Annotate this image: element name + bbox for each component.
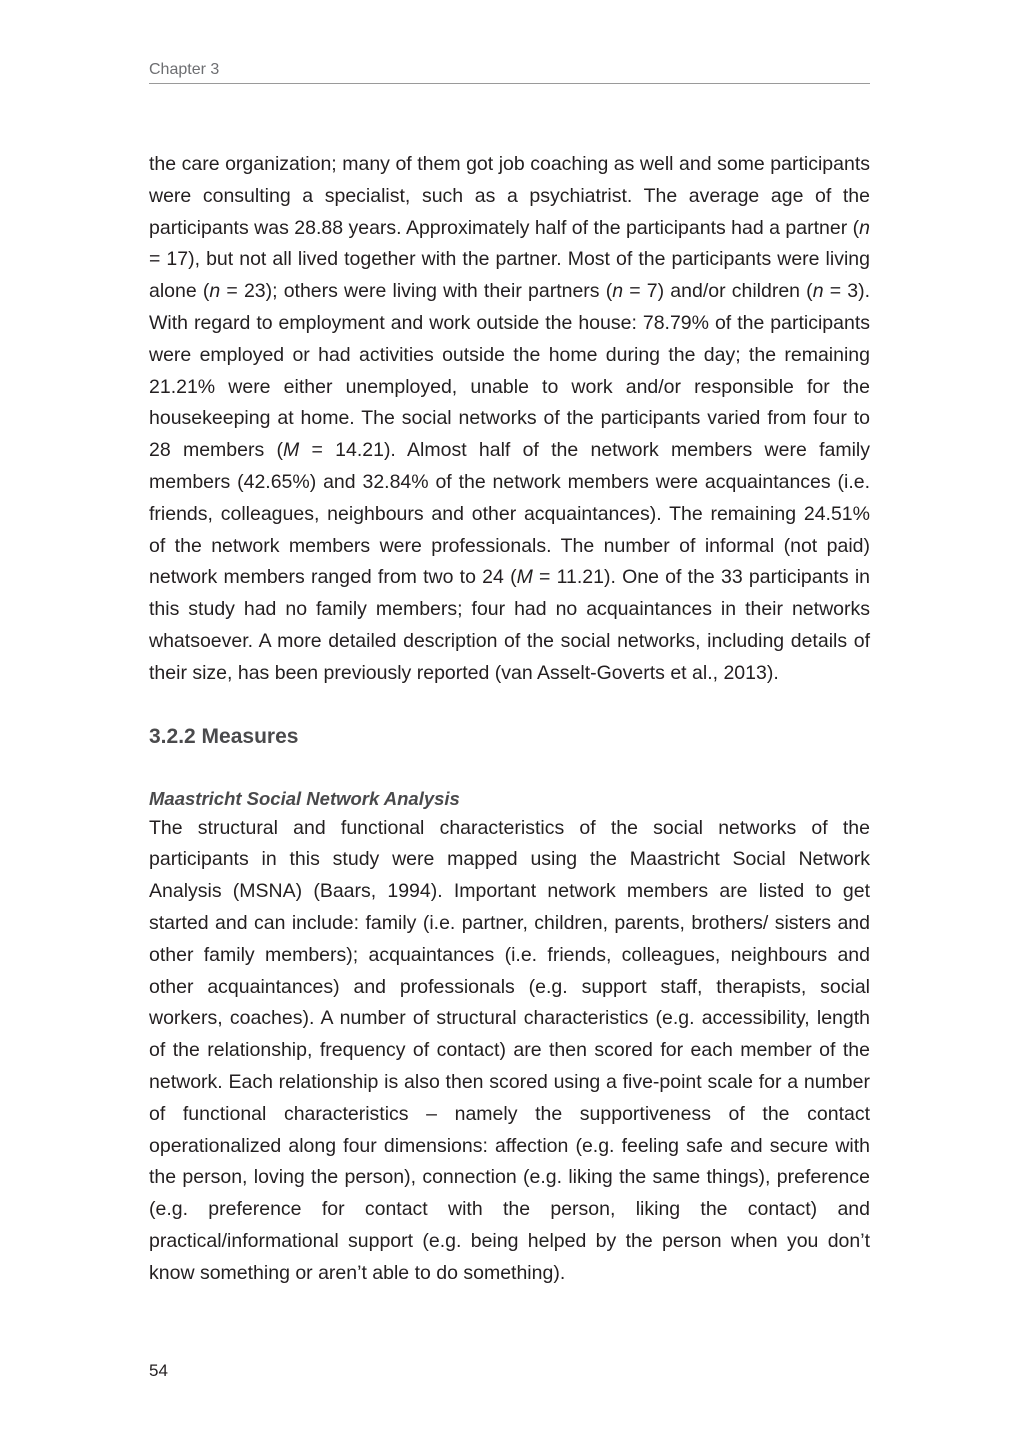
body-paragraph-msna: The structural and functional characteristics of the social networks of the participants in this study were mapped using the Maastricht Social Network Analysis (MSNA) (Baars, 1994). Important network members are listed to get started and can include: family (i.e. partner, children, parents, brothers/ sisters and other family members); acquaintances (i.e. friends, colleagues, neighbours and other acquaintances) and professionals (e.g. support staff, therapists, social workers, coaches). A number of structural characteristics (e.g. accessibility, length of the relationship, frequency of contact) are then scored for each member of the network. Each relationship is also then scored using a five-point scale for a number of functional characteristics – namely the supportiveness of the contact operationalized along four dimensions: affection (e.g. feeling safe and secure with the person, loving the person), connection (e.g. liking the same things), preference (e.g. preference for contact with the person, liking the contact) and practical/informational support (e.g. being helped by the person when you don’t know something or aren’t able to do something). [149,816,870,1284]
section-heading: 3.2.2 Measures [149,724,299,748]
running-header [149,59,870,84]
running-header-title: Chapter 3 [149,61,220,78]
italic-variable: M [282,439,300,462]
body-paragraph-participants [149,149,870,690]
text-run: = 3). With regard to employment and work outside the house: 78.79% of the participants were employed or had activities outside the home during the day; the remaining 21.21% were either unemployed, unable to work and/or responsible for the housekeeping at home. The social networks of the participants varied from four to 28 members ( [149,280,871,462]
text-run: the care organization; many of them got job coaching as well and some participants were consulting a specialist, such as a psychiatrist. The average age of the participants was 28.88 years. Approximately half of the participants had a partner ( [149,153,870,239]
italic-variable: n [859,216,870,239]
italic-variable: n [209,280,221,303]
italic-variable: n [612,280,624,303]
text-run: = 23); others were living with their partners ( [220,280,613,303]
subsection-heading: Maastricht Social Network Analysis [149,787,460,809]
text-run: = 11.21). One of the 33 participants in this study had no family members; four had no acquaintances in their networks whatsoever. A more detailed description of the social networks, including details of their size, has been previously reported (van Asselt-Goverts et al., 2013). [149,566,870,684]
text-run: = 7) and/or children ( [623,280,813,303]
italic-variable: M [516,566,533,589]
text-run: = 14.21). Almost half of the network members were family members (42.65%) and 32.84% of the network members were acquaintances (i.e. friends, colleagues, neighbours and other acquaintances). The remaining 24.51% of the network members were professionals. The number of informal (not paid) network members ranged from two to 24 ( [149,439,870,589]
text-run: = 17), but not all lived together with the partner. Most of the participants were living alone ( [149,248,870,303]
page-body [149,149,870,1290]
page-number: 54 [149,1361,168,1380]
italic-variable: n [812,280,824,303]
